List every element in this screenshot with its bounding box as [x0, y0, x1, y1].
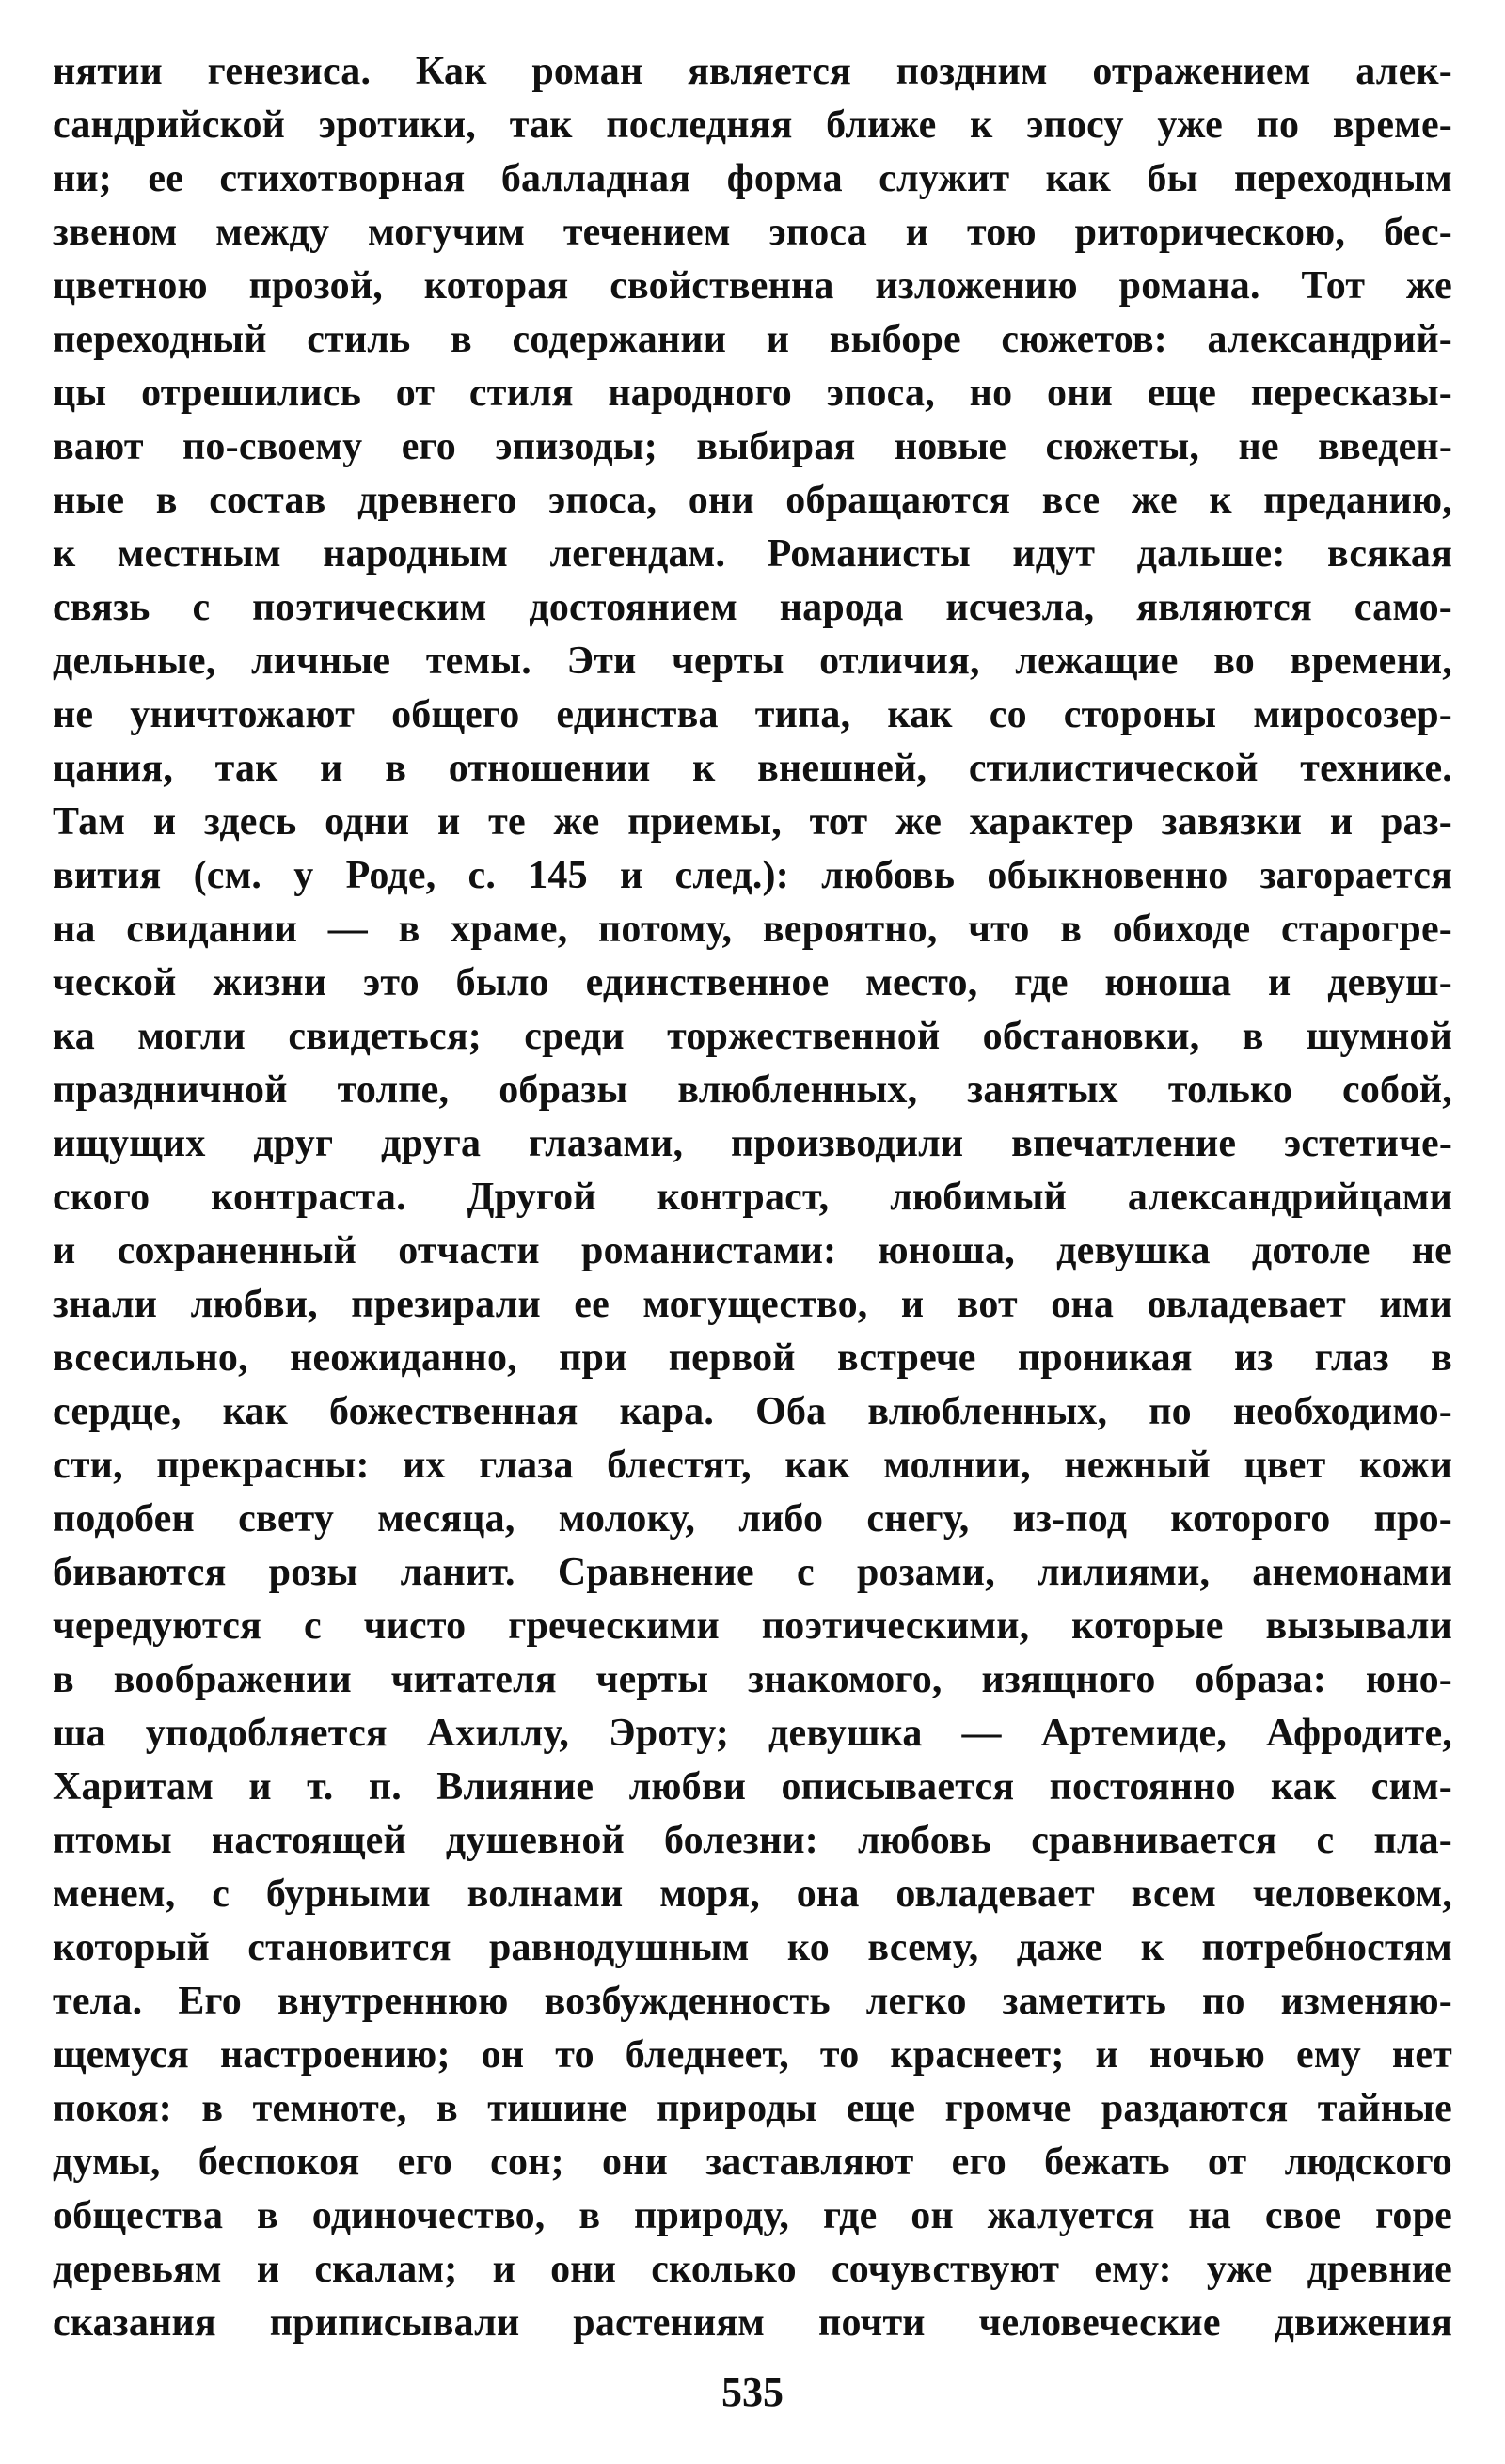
text-line: ского контраста. Другой контраст, любимый александрийцами [53, 1176, 1452, 1219]
text-line: сказания приписывали растениям почти человеческие движения [53, 2301, 1452, 2345]
text-line: ка могли свидеться; среди торжественной обстановки, в шумной [53, 1015, 1452, 1058]
text-line: вают по-своему его эпизоды; выбирая новые сюжеты, не введен- [53, 425, 1452, 468]
text-line: биваются розы ланит. Сравнение с розами, лилиями, анемонами [53, 1551, 1452, 1594]
text-line: звеном между могучим течением эпоса и тою риторическою, бес- [53, 211, 1452, 254]
body-text [53, 45, 1452, 2350]
text-line: не уничтожают общего единства типа, как со стороны миросозер- [53, 693, 1452, 736]
text-line: и сохраненный отчасти романистами: юноша, девушка дотоле не [53, 1229, 1452, 1272]
text-line: покоя: в темноте, в тишине природы еще громче раздаются тайные [53, 2087, 1452, 2130]
text-line: чередуются с чисто греческими поэтическими, которые вызывали [53, 1604, 1452, 1648]
text-line: на свидании — в храме, потому, вероятно, что в обиходе старогре- [53, 908, 1452, 951]
text-line: тела. Его внутреннюю возбужденность легко заметить по изменяю- [53, 1980, 1452, 2023]
book-page [53, 45, 1452, 2415]
text-line: дельные, личные темы. Эти черты отличия, лежащие во времени, [53, 640, 1452, 683]
text-line: переходный стиль в содержании и выборе сюжетов: александрий- [53, 318, 1452, 361]
text-line: ни; ее стихотворная балладная форма служит как бы переходным [53, 157, 1452, 200]
text-line: праздничной толпе, образы влюбленных, занятых только собой, [53, 1068, 1452, 1112]
text-line: общества в одиночество, в природу, где он жалуется на свое горе [53, 2194, 1452, 2237]
text-line: который становится равнодушным ко всему, даже к потребностям [53, 1926, 1452, 1969]
text-line: в воображении читателя черты знакомого, изящного образа: юно- [53, 1658, 1452, 1701]
text-line: цветною прозой, которая свойственна изложению романа. Тот же [53, 264, 1452, 308]
text-line: сандрийской эротики, так последняя ближе к эпосу уже по време- [53, 103, 1452, 147]
text-line: деревьям и скалам; и они сколько сочувствуют ему: уже древние [53, 2248, 1452, 2291]
text-line: думы, беспокоя его сон; они заставляют его бежать от людского [53, 2140, 1452, 2184]
text-line: Харитам и т. п. Влияние любви описывается постоянно как сим- [53, 1765, 1452, 1809]
text-line: цания, так и в отношении к внешней, стилистической технике. [53, 747, 1452, 790]
text-line: знали любви, презирали ее могущество, и вот она овладевает ими [53, 1283, 1452, 1326]
page-number: 535 [721, 2369, 784, 2415]
text-line: подобен свету месяца, молоку, либо снегу, из-под которого про- [53, 1497, 1452, 1540]
text-line: сти, прекрасны: их глаза блестят, как молнии, нежный цвет кожи [53, 1444, 1452, 1487]
text-line: нятии генезиса. Как роман является поздним отражением алек- [53, 50, 1452, 93]
text-line: сердце, как божественная кара. Оба влюбленных, по необходимо- [53, 1390, 1452, 1433]
text-line: ные в состав древнего эпоса, они обращаются все же к преданию, [53, 479, 1452, 522]
text-line: ищущих друг друга глазами, производили впечатление эстетиче- [53, 1122, 1452, 1165]
text-line: вития (см. у Роде, с. 145 и след.): любовь обыкновенно загорается [53, 854, 1452, 897]
text-line: цы отрешились от стиля народного эпоса, но они еще пересказы- [53, 371, 1452, 415]
text-line: ша уподобляется Ахиллу, Эроту; девушка — Артемиде, Афродите, [53, 1712, 1452, 1755]
text-line: птомы настоящей душевной болезни: любовь сравнивается с пла- [53, 1819, 1452, 1862]
text-line: связь с поэтическим достоянием народа исчезла, являются само- [53, 586, 1452, 629]
text-line: всесильно, неожиданно, при первой встрече проникая из глаз в [53, 1336, 1452, 1380]
text-line: Там и здесь одни и те же приемы, тот же характер завязки и раз- [53, 800, 1452, 844]
text-line: щемуся настроению; он то бледнеет, то краснеет; и ночью ему нет [53, 2033, 1452, 2077]
text-line: к местным народным легендам. Романисты идут дальше: всякая [53, 532, 1452, 576]
text-line: менем, с бурными волнами моря, она овладевает всем человеком, [53, 1872, 1452, 1916]
text-line: ческой жизни это было единственное место, где юноша и девуш- [53, 961, 1452, 1004]
